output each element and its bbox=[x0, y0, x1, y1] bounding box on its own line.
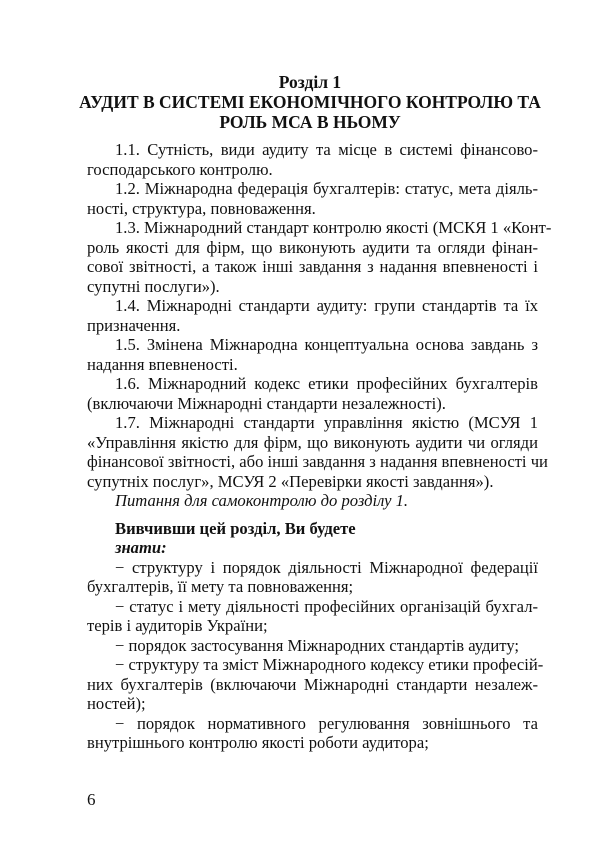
outcome-item bbox=[87, 558, 538, 597]
outcome-item bbox=[87, 714, 538, 753]
contents-item bbox=[87, 179, 538, 218]
chapter-heading bbox=[60, 72, 560, 132]
text-line: 1.4. Міжнародні стандарти аудиту: групи стандартів та їх bbox=[115, 296, 538, 315]
text-line: − статус і мету діяльності професійних організацій бухгал- bbox=[115, 596, 538, 616]
text-line: роль якості для фірм, що виконують аудити та огляди фінан- bbox=[87, 237, 538, 257]
text-line: супутніх послуг», МСУЯ 2 «Перевірки якості завдання»). bbox=[87, 471, 494, 491]
page-body bbox=[87, 140, 552, 753]
text-line: терів і аудиторів України; bbox=[87, 616, 268, 635]
contents-item bbox=[87, 140, 538, 179]
contents-item bbox=[87, 413, 548, 491]
outcome-item bbox=[87, 636, 538, 656]
text-line: − порядок застосування Міжнародних стандартів аудиту; bbox=[115, 635, 520, 655]
text-line: ності, структура, повноваження. bbox=[87, 198, 316, 218]
text-line: фінансової звітності, або інші завдання з надання впевненості чи bbox=[87, 452, 548, 471]
text-line: внутрішнього контролю якості роботи аудитора; bbox=[87, 733, 429, 752]
contents-list bbox=[87, 140, 552, 491]
text-line: них бухгалтерів (включаючи Міжнародні стандарти незалеж- bbox=[87, 674, 538, 694]
text-line: − структуру і порядок діяльності Міжнародної федерації bbox=[115, 557, 538, 577]
chapter-title-line-2: РОЛЬ МСА В НЬОМУ bbox=[219, 112, 401, 132]
text-line: призначення. bbox=[87, 315, 181, 335]
page-number: 6 bbox=[87, 790, 96, 809]
contents-item bbox=[87, 218, 552, 296]
text-line: 1.1. Сутність, види аудиту та місце в системі фінансово- bbox=[115, 140, 538, 159]
text-line: сової звітності, а також інші завдання з надання впевненості і bbox=[87, 257, 538, 276]
chapter-title-line-1: АУДИТ В СИСТЕМІ ЕКОНОМІЧНОГО КОНТРОЛЮ ТА bbox=[79, 92, 541, 112]
text-line: бухгалтерів, її мету та повноваження; bbox=[87, 577, 354, 596]
outcomes-list bbox=[87, 557, 544, 753]
contents-item bbox=[87, 374, 538, 413]
text-line: 1.7. Міжнародні стандарти управління якістю (МСУЯ 1 bbox=[115, 413, 538, 432]
outcome-item bbox=[87, 597, 538, 636]
text-line: 1.5. Змінена Міжнародна концептуальна основа завдань з bbox=[115, 335, 538, 354]
outcomes-heading: Вивчивши цей розділ, Ви будете bbox=[115, 518, 356, 538]
text-line: «Управління якістю для фірм, що виконують аудити чи огляди bbox=[87, 432, 538, 452]
self-control-note: Питання для самоконтролю до розділу 1. bbox=[115, 491, 409, 510]
text-line: господарського контролю. bbox=[87, 159, 273, 179]
text-line: 1.2. Міжнародна федерація бухгалтерів: статус, мета діяль- bbox=[115, 179, 538, 198]
text-line: (включаючи Міжнародні стандарти незалежності). bbox=[87, 393, 446, 413]
text-line: − структуру та зміст Міжнародного кодексу етики професій- bbox=[115, 655, 544, 674]
text-line: 1.6. Міжнародний кодекс етики професійних бухгалтерів bbox=[115, 374, 538, 393]
section-number: Розділ 1 bbox=[278, 72, 342, 92]
contents-item bbox=[87, 335, 538, 374]
contents-item bbox=[87, 296, 538, 335]
outcome-item bbox=[87, 655, 544, 714]
text-line: супутні послуги»). bbox=[87, 276, 220, 296]
know-label: знати: bbox=[115, 538, 167, 557]
text-line: ностей); bbox=[87, 694, 146, 713]
text-line: надання впевненості. bbox=[87, 354, 238, 374]
text-line: 1.3. Міжнародний стандарт контролю якості (МСКЯ 1 «Конт- bbox=[115, 218, 552, 237]
text-line: − порядок нормативного регулювання зовнішнього та bbox=[115, 713, 538, 733]
